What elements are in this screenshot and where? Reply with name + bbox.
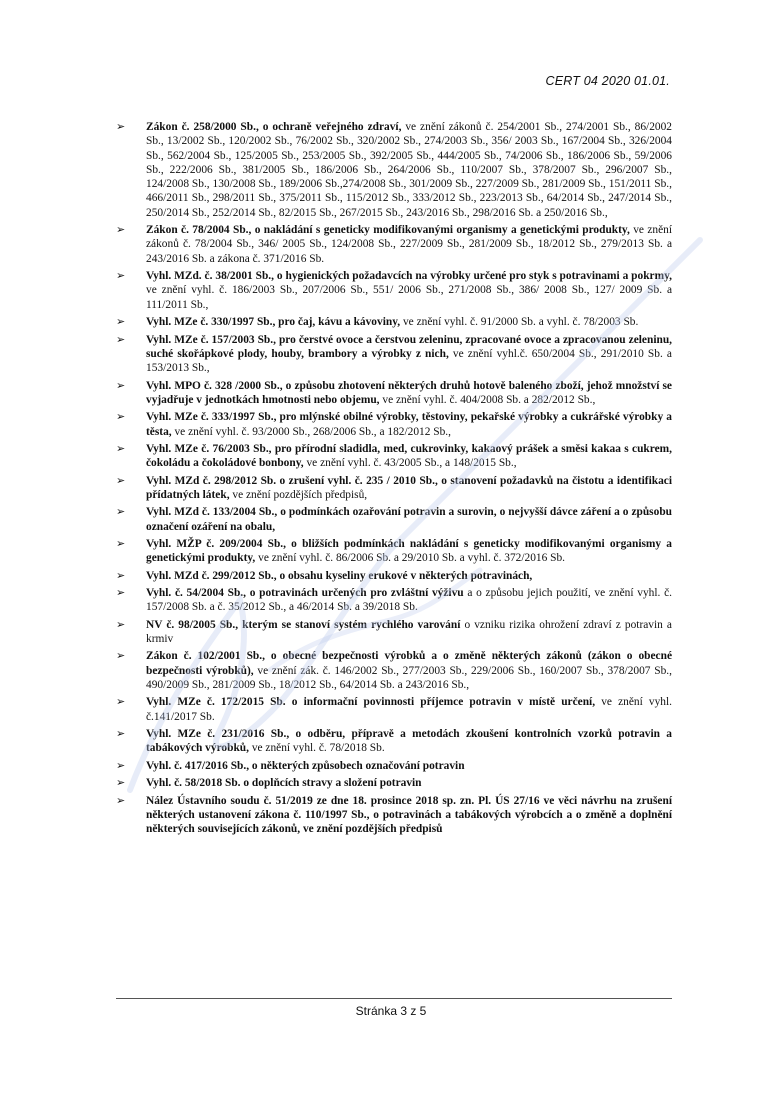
law-title: Vyhl. č. 58/2018 Sb. o doplňcích stravy a složení potravin <box>146 777 422 790</box>
arrowhead-bullet-icon: ➢ <box>116 586 126 600</box>
list-item <box>116 695 672 724</box>
legislation-list <box>116 120 672 840</box>
list-item <box>116 649 672 692</box>
footer-divider <box>116 998 672 999</box>
list-item <box>116 410 672 439</box>
arrowhead-bullet-icon: ➢ <box>116 695 126 709</box>
list-item <box>116 586 672 615</box>
list-item <box>116 537 672 566</box>
list-item <box>116 618 672 647</box>
page-number: Stránka 3 z 5 <box>355 1004 427 1018</box>
law-amendments: ve znění zákonů č. 254/2001 Sb., 274/2001 Sb., 86/2002 Sb., 13/2002 Sb., 120/2002 Sb., 76/2002 Sb., 320/2002 Sb., 274/2003 Sb., 356/ 2003 Sb., 167/2004 Sb., 326/2004 Sb., 562/2004 Sb., 125/2005 Sb., 253/2005 Sb., 392/2005 Sb., 444/2005 Sb., 74/2006 Sb., 186/2006 Sb., 59/2006 Sb., 222/2006 Sb., 381/2005 Sb., 186/2006 Sb., 264/2006 Sb., 110/2007 Sb., 378/2007 Sb., 296/2007 Sb., 124/2008 Sb., 130/2008 Sb., 189/2006 Sb.,274/2008 Sb., 301/2009 Sb., 227/2009 Sb., 281/2009 Sb., 151/2011 Sb., 466/2011 Sb., 298/2011 Sb., 375/2011 Sb., 115/2012 Sb., 333/2012 Sb., 223/2013 Sb., 64/2014 Sb., 247/2014 Sb., 250/2014 Sb., 252/2014 Sb., 82/2015 Sb., 267/2015 Sb., 243/2016 Sb., 298/2016 Sb. a 250/2016 Sb., <box>146 121 672 219</box>
arrowhead-bullet-icon: ➢ <box>116 120 126 133</box>
arrowhead-bullet-icon: ➢ <box>116 473 126 487</box>
law-title: Zákon č. 258/2000 Sb., o ochraně veřejného zdraví, <box>146 121 402 133</box>
arrowhead-bullet-icon: ➢ <box>116 617 126 631</box>
list-item <box>116 474 672 503</box>
law-title: Vyhl. MZd č. 299/2012 Sb., o obsahu kyseliny erukové v některých potravinách, <box>146 569 533 582</box>
list-item <box>116 569 672 583</box>
list-item <box>116 794 672 837</box>
arrowhead-bullet-icon: ➢ <box>116 410 126 424</box>
list-item <box>116 776 672 790</box>
arrowhead-bullet-icon: ➢ <box>116 332 126 346</box>
list-item <box>116 223 672 266</box>
list-item <box>116 269 672 312</box>
law-amendments: ve znění vyhl. č. 404/2008 Sb. a 282/2012 Sb., <box>379 393 596 406</box>
list-item <box>116 759 672 773</box>
list-item <box>116 315 672 329</box>
list-item <box>116 333 672 376</box>
law-title: Vyhl. MZe č. 157/2003 Sb., pro čerstvé ovoce a čerstvou zeleninu, zpracované ovoce a zpracovanou zeleninu, suché skořápkové plody, houby, brambory a výrobky z nich, <box>146 333 672 360</box>
law-title: Vyhl. MZe č. 76/2003 Sb., pro přírodní sladidla, med, cukrovinky, kakaový prášek a směsi kakaa s cukrem, čokoládu a čokoládové bonbony, <box>146 442 672 470</box>
arrowhead-bullet-icon: ➢ <box>116 223 126 237</box>
law-title: Zákon č. 78/2004 Sb., o nakládání s geneticky modifikovanými organismy a genetickými produkty, <box>146 224 630 237</box>
list-item <box>116 727 672 756</box>
arrowhead-bullet-icon: ➢ <box>116 727 126 741</box>
law-title: Vyhl. MZe č. 333/1997 Sb., pro mlýnské obilné výrobky, těstoviny, pekařské výrobky a cukrářské výrobky a těsta, <box>146 411 672 438</box>
arrowhead-bullet-icon: ➢ <box>116 315 126 329</box>
law-amendments: ve znění vyhl. č. 91/2000 Sb. a vyhl. č. 78/2003 Sb. <box>400 316 639 329</box>
law-title: Vyhl. MZe č. 172/2015 Sb. o informační povinnosti příjemce potravin v místě určení, <box>146 696 596 709</box>
law-amendments: ve znění vyhl. č.141/2017 Sb. <box>146 696 672 723</box>
law-amendments: ve znění zák. č. 146/2002 Sb., 277/2003 Sb., 229/2006 Sb., 160/2007 Sb., 378/2007 Sb., 490/2009 Sb., 281/2009 Sb., 18/2012 Sb., 64/2014 Sb. a 243/2016 Sb., <box>146 664 672 691</box>
law-amendments: ve znění zákonů č. 78/2004 Sb., 346/ 2005 Sb., 124/2008 Sb., 227/2009 Sb., 281/2009 Sb., 18/2012 Sb., 279/2013 Sb. a 243/2016 Sb. a zákona č. 371/2016 Sb. <box>146 224 672 265</box>
arrowhead-bullet-icon: ➢ <box>116 758 126 772</box>
law-amendments: ve znění vyhl. č. 43/2005 Sb., a 148/2015 Sb., <box>303 457 517 470</box>
law-title: Vyhl. MŽP č. 209/2004 Sb., o bližších podmínkách nakládání s geneticky modifikovanými organismy a genetickými produkty, <box>146 537 672 565</box>
arrowhead-bullet-icon: ➢ <box>116 269 126 283</box>
law-title: Vyhl. MZe č. 231/2016 Sb., o odběru, přípravě a metodách zkoušení kontrolních vzorků potravin a tabákových výrobků, <box>146 728 672 755</box>
arrowhead-bullet-icon: ➢ <box>116 776 126 790</box>
list-item <box>116 442 672 471</box>
arrowhead-bullet-icon: ➢ <box>116 649 126 663</box>
law-title: Vyhl. MZe č. 330/1997 Sb., pro čaj, kávu a kávoviny, <box>146 316 401 329</box>
arrowhead-bullet-icon: ➢ <box>116 793 126 807</box>
arrowhead-bullet-icon: ➢ <box>116 568 126 582</box>
law-amendments: ve znění pozdějších předpisů, <box>229 488 368 501</box>
law-amendments: ve znění vyhl. č. 86/2006 Sb. a 29/2010 Sb. a vyhl. č. 372/2016 Sb. <box>255 552 566 565</box>
arrowhead-bullet-icon: ➢ <box>116 536 126 550</box>
law-title: Nález Ústavního soudu č. 51/2019 ze dne 18. prosince 2018 sp. zn. Pl. ÚS 27/16 ve věci návrhu na zrušení některých ustanovení zákona č. 110/1997 Sb., o potravinách a tabákových výrobcích a o změně a doplnění některých souvisejících zákonů, ve znění pozdějších předpisů <box>146 794 672 836</box>
document-code: CERT 04 2020 01.01. <box>545 74 670 88</box>
list-item <box>116 120 672 220</box>
arrowhead-bullet-icon: ➢ <box>116 505 126 519</box>
law-amendments: o vzniku rizika ohrožení zdraví z potravin a krmiv <box>146 618 672 646</box>
law-amendments: ve znění vyhl. č. 78/2018 Sb. <box>248 742 385 755</box>
law-amendments: ve znění vyhl.č. 650/2004 Sb., 291/2010 Sb. a 153/2013 Sb., <box>146 347 672 375</box>
law-amendments: a o způsobu jejich použití, ve znění vyhl. č. 157/2008 Sb. a č. 35/2012 Sb., a 46/2014 Sb. a 39/2018 Sb. <box>146 587 672 614</box>
arrowhead-bullet-icon: ➢ <box>116 378 126 392</box>
list-item <box>116 379 672 408</box>
law-amendments: ve znění vyhl. č. 93/2000 Sb., 268/2006 Sb., a 182/2012 Sb., <box>171 425 452 438</box>
law-amendments: ve znění vyhl. č. 186/2003 Sb., 207/2006 Sb., 551/ 2006 Sb., 271/2008 Sb., 386/ 2008 Sb., 127/ 2009 Sb. a 111/2011 Sb., <box>146 284 672 311</box>
law-title: Vyhl. č. 54/2004 Sb., o potravinách určených pro zvláštní výživu <box>146 587 464 600</box>
law-title: NV č. 98/2005 Sb., kterým se stanoví systém rychlého varování <box>146 618 461 631</box>
law-title: Vyhl. MZd č. 298/2012 Sb. o zrušení vyhl. č. 235 / 2010 Sb., o stanovení požadavků na čistotu a identifikaci přídatných látek, <box>146 474 672 501</box>
law-title: Vyhl. č. 417/2016 Sb., o některých způsobech označování potravin <box>146 759 465 772</box>
list-item <box>116 505 672 534</box>
law-title: Vyhl. MZd č. 133/2004 Sb., o podmínkách ozařování potravin a surovin, o nejvyšší dávce záření a o způsobu označení ozáření na obalu, <box>146 506 672 533</box>
law-title: Zákon č. 102/2001 Sb., o obecné bezpečnosti výrobků a o změně některých zákonů (zákon o obecné bezpečnosti výrobků), <box>146 650 672 677</box>
law-title: Vyhl. MZd. č. 38/2001 Sb., o hygienických požadavcích na výrobky určené pro styk s potravinami a pokrmy, <box>146 270 672 283</box>
arrowhead-bullet-icon: ➢ <box>116 441 126 455</box>
law-title: Vyhl. MPO č. 328 /2000 Sb., o způsobu zhotovení některých druhů hotově baleného zboží, jehož množství se vyjadřuje v jednotkách hmotnosti nebo objemu, <box>146 379 672 406</box>
